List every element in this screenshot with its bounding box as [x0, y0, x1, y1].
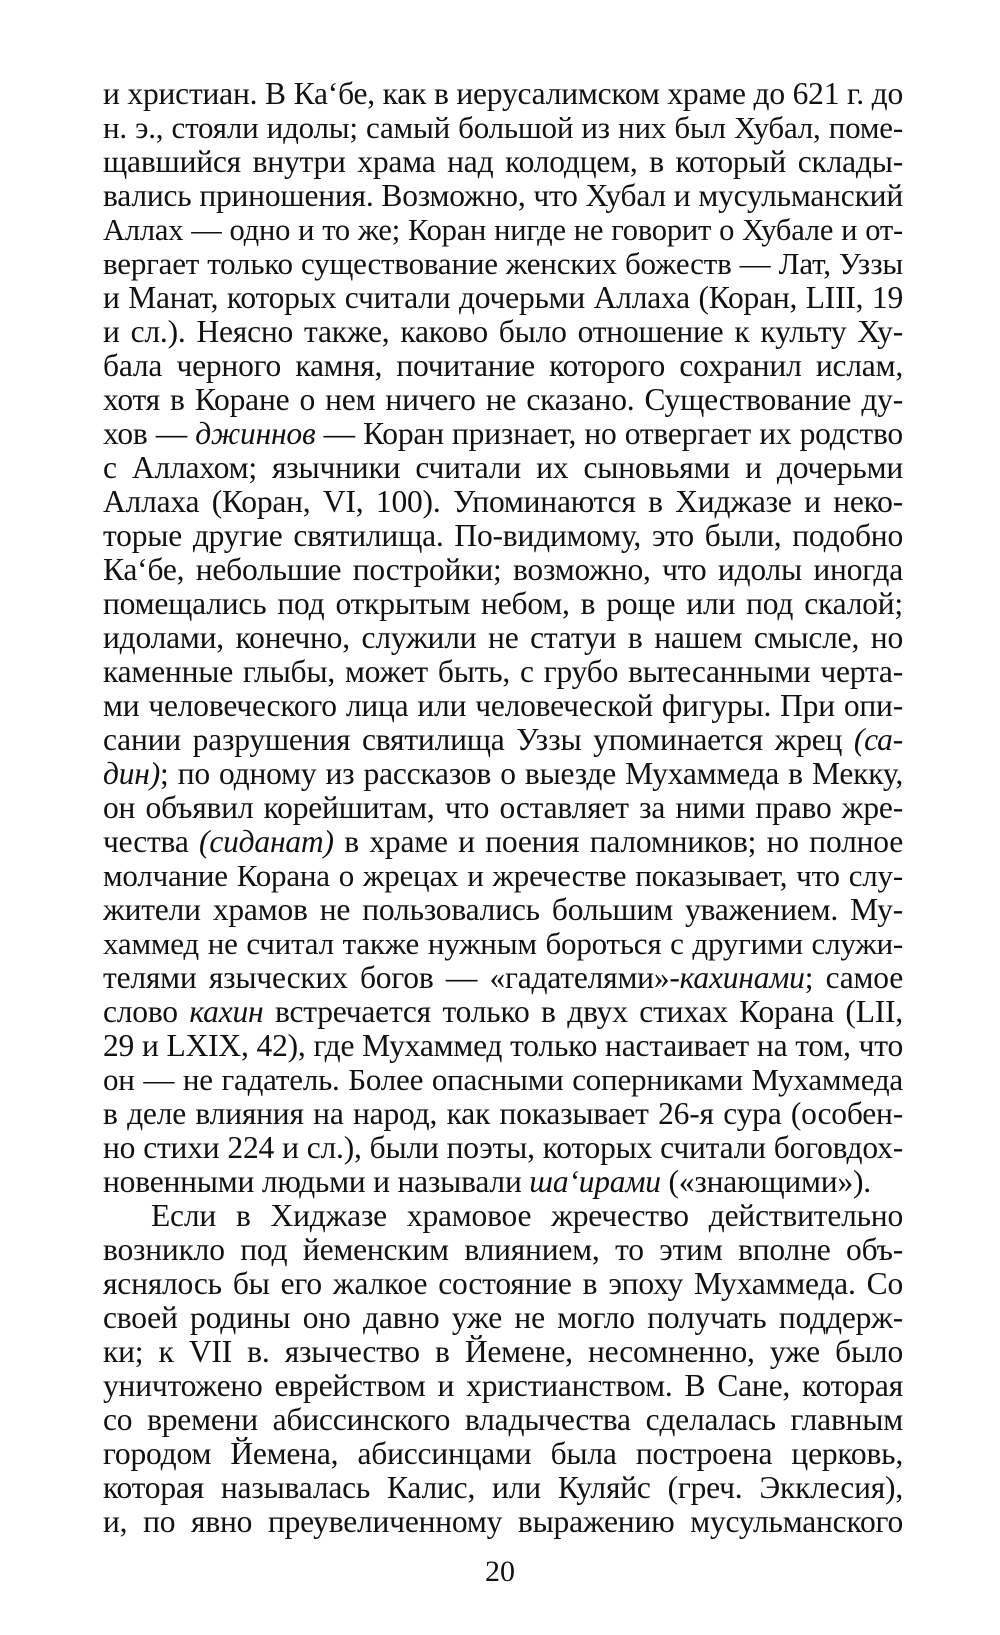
- italic-term: джиннов: [195, 416, 316, 451]
- text-line: [103, 383, 903, 417]
- text-run: идолами, конечно, служили не статуи в нашем смысле, но: [103, 620, 903, 655]
- text-run: и сл.). Неясно также, каково было отношение к культу Ху-: [103, 314, 903, 349]
- text-line: [103, 825, 903, 859]
- text-line: [103, 1335, 903, 1369]
- text-line: [103, 1471, 903, 1505]
- paragraph: [103, 77, 903, 1199]
- text-run: в храме и поения паломников; но полное: [333, 824, 903, 859]
- text-run: с Аллахом; язычники считали их сыновьями и дочерьми: [103, 450, 903, 485]
- text-run: ; по одному из рассказов о выезде Мухаммеда в Мекку,: [160, 756, 903, 791]
- text-run: и Манат, которых считали дочерьми Аллаха (Коран, LIII, 19: [103, 280, 903, 315]
- text-line: [103, 451, 903, 485]
- text-run: молчание Корана о жрецах и жречестве показывает, что слу-: [103, 858, 903, 893]
- text-line: [103, 1029, 903, 1063]
- text-line: [103, 553, 903, 587]
- text-run: возникло под йеменским влиянием, то этим вполне объ-: [103, 1232, 903, 1267]
- text-line: [103, 179, 903, 213]
- text-run: помещались под открытым небом, в роще или под скалой;: [103, 586, 903, 621]
- text-line: [103, 961, 903, 995]
- text-line: [103, 485, 903, 519]
- italic-term: кахинами: [679, 960, 805, 995]
- text-line: [103, 1097, 903, 1131]
- text-run: яснялось бы его жалкое состояние в эпоху Мухаммеда. Со: [103, 1266, 903, 1301]
- text-run: со времени абиссинского владычества сделалась главным: [103, 1402, 903, 1437]
- text-line: [103, 519, 903, 553]
- italic-term: (са-: [853, 722, 903, 757]
- page-number: 20: [485, 1555, 515, 1588]
- text-run: своей родины оно давно уже не могло получать поддерж-: [103, 1300, 903, 1335]
- text-line: [103, 1369, 903, 1403]
- text-run: каменные глыбы, может быть, с грубо вытесанными черта-: [103, 654, 903, 689]
- italic-term: (сиданат): [199, 824, 334, 859]
- text-run: н. э., стояли идолы; самый большой из них был Хубал, поме-: [103, 110, 903, 145]
- italic-term: ша‘ирами: [529, 1164, 661, 1199]
- text-run: сании разрушения святилища Уззы упоминается жрец: [103, 722, 854, 757]
- text-run: Аллаха (Коран, VI, 100). Упоминаются в Хиджазе и неко-: [103, 484, 903, 519]
- text-line: [103, 247, 903, 281]
- text-line: [103, 1199, 903, 1233]
- text-run: щавшийся внутри храма над колодцем, в который склады-: [103, 144, 903, 179]
- text-line: [103, 757, 903, 791]
- text-line: [103, 281, 903, 315]
- text-line: [103, 145, 903, 179]
- text-line: [103, 213, 903, 247]
- text-run: новенными людьми и называли: [103, 1164, 530, 1199]
- text-line: [103, 587, 903, 621]
- text-line: [103, 417, 903, 451]
- page-body: [103, 77, 903, 1539]
- text-run: Аллах — одно и то же; Коран нигде не говорит о Хубале и от-: [103, 213, 903, 247]
- text-run: и христиан. В Ка‘бе, как в иерусалимском храме до 621 г. до: [103, 76, 903, 111]
- text-run: вергает только существование женских божеств — Лат, Уззы: [103, 246, 903, 281]
- text-run: хов —: [103, 416, 196, 451]
- text-run: бала черного камня, почитание которого сохранил ислам,: [103, 348, 903, 383]
- text-run: торые другие святилища. По-видимому, это были, подобно: [103, 518, 903, 553]
- text-run: — Коран признает, но отвергает их родство: [315, 416, 903, 451]
- text-run: хаммед не считал также нужным бороться с другими служи-: [103, 926, 903, 961]
- text-run: городом Йемена, абиссинцами была построена церковь,: [103, 1436, 903, 1471]
- text-run: Ка‘бе, небольшие постройки; возможно, что идолы иногда: [103, 552, 903, 587]
- text-line: [103, 995, 903, 1029]
- text-run: вались приношения. Возможно, что Хубал и мусульманский: [103, 178, 903, 213]
- text-line: [103, 1233, 903, 1267]
- text-run: 29 и LXIX, 42), где Мухаммед только настаивает на том, что: [103, 1028, 903, 1063]
- text-line: [103, 859, 903, 893]
- text-line: [103, 1267, 903, 1301]
- text-line: [103, 655, 903, 689]
- text-line: [103, 1403, 903, 1437]
- text-run: ми человеческого лица или человеческой фигуры. При опи-: [103, 688, 903, 723]
- text-line: [103, 111, 903, 145]
- text-line: [103, 1301, 903, 1335]
- text-line: [103, 1165, 903, 1199]
- italic-term: кахин: [189, 994, 264, 1029]
- text-line: [103, 723, 903, 757]
- text-run: но стихи 224 и сл.), были поэты, которых считали боговдох-: [103, 1130, 903, 1165]
- text-run: ки; к VII в. язычество в Йемене, несомненно, уже было: [103, 1334, 903, 1369]
- text-run: которая называлась Калис, или Куляйс (греч. Экклесия),: [103, 1470, 903, 1505]
- text-run: Если в Хиджазе храмовое жречество действительно: [151, 1198, 903, 1233]
- text-run: слово: [103, 994, 190, 1029]
- text-run: он — не гадатель. Более опасными соперниками Мухаммеда: [103, 1062, 903, 1097]
- text-run: уничтожено еврейством и христианством. В Сане, которая: [103, 1368, 903, 1403]
- text-line: [103, 689, 903, 723]
- italic-term: дин): [103, 756, 161, 791]
- text-line: [103, 1063, 903, 1097]
- text-line: [103, 1505, 903, 1539]
- text-line: [103, 791, 903, 825]
- text-run: чества: [103, 824, 200, 859]
- paragraph: [103, 1199, 903, 1539]
- text-run: в деле влияния на народ, как показывает 26-я сура (особен-: [103, 1096, 903, 1131]
- text-line: [103, 315, 903, 349]
- text-run: («знающими»).: [660, 1164, 871, 1199]
- text-line: [103, 893, 903, 927]
- text-line: [103, 621, 903, 655]
- text-run: жители храмов не пользовались большим уважением. Му-: [103, 892, 903, 927]
- text-run: телями языческих богов — «гадателями»-: [103, 960, 680, 995]
- text-line: [103, 927, 903, 961]
- text-run: он объявил корейшитам, что оставляет за ними право жре-: [103, 790, 903, 825]
- text-line: [103, 349, 903, 383]
- text-run: хотя в Коране о нем ничего не сказано. Существование ду-: [103, 382, 903, 417]
- text-run: встречается только в двух стихах Корана (LII,: [263, 994, 903, 1029]
- text-run: ; самое: [804, 960, 903, 995]
- text-run: и, по явно преувеличенному выражению мусульманского: [103, 1504, 903, 1539]
- text-line: [103, 1131, 903, 1165]
- text-line: [103, 1437, 903, 1471]
- text-line: [103, 77, 903, 111]
